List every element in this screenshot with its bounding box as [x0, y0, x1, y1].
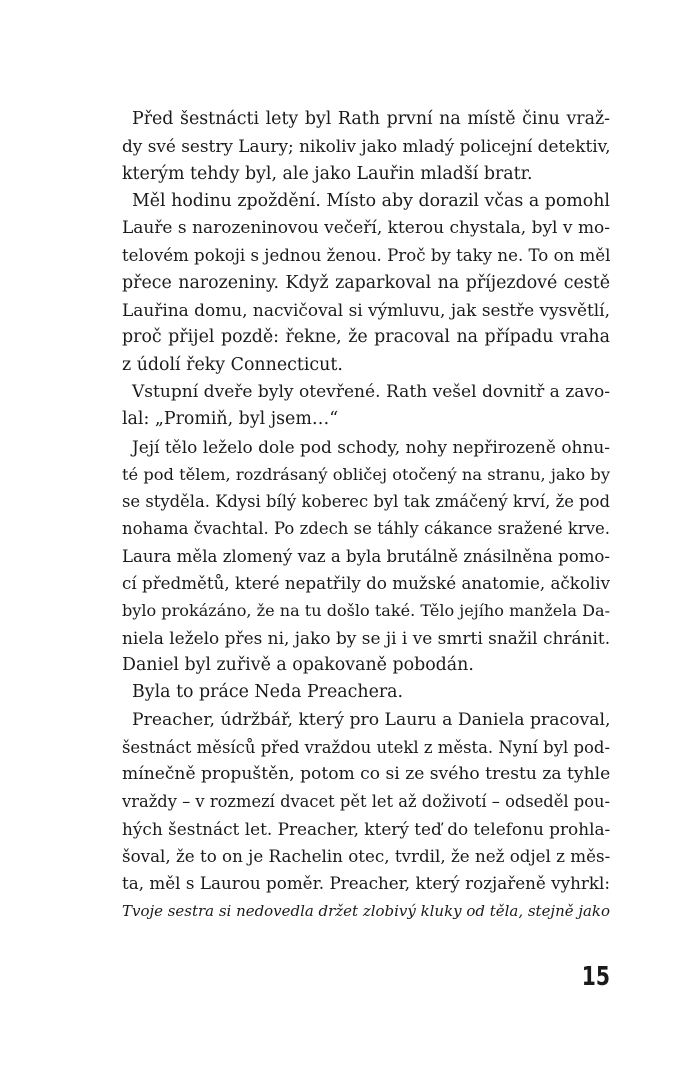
text-line: Měl hodinu zpoždění. Místo aby dorazil včas a pomohl	[132, 190, 610, 211]
text-line: Daniel byl zuřivě a opakovaně pobodán.	[122, 654, 474, 675]
text-line: Před šestnácti lety byl Rath první na místě činu vraž-	[132, 109, 610, 129]
text-line: telovém pokoji s jednou ženou. Proč by taky ne. To on měl	[122, 246, 611, 266]
text-line: ta, měl s Laurou poměr. Preacher, který rozjařeně vyhrkl:	[122, 873, 610, 894]
text-line: bylo prokázáno, že na tu došlo také. Tělo jejího manžela Da-	[122, 601, 610, 621]
text-line: cí předmětů, které nepatřily do mužské anatomie, ačkoliv	[122, 574, 610, 594]
text-line: dy své sestry Laury; nikoliv jako mladý policejní detektiv,	[122, 136, 611, 157]
text-line: niela leželo přes ni, jako by se ji i ve smrti snažil chránit.	[122, 627, 611, 648]
text-line: Preacher, údržbář, který pro Lauru a Daniela pracoval,	[132, 709, 611, 730]
paragraph	[122, 707, 610, 925]
text-line: Lauřina domu, nacvičoval si výmluvu, jak sestře vysvětlí,	[122, 300, 610, 321]
text-line: Tvoje sestra si nedovedla držet zlobivý kluky od těla, stejně jako	[122, 901, 610, 920]
text-line: Byla to práce Neda Preachera.	[132, 682, 404, 703]
paragraph	[122, 434, 610, 680]
text-line: té pod tělem, rozdrásaný obličej otočený na stranu, jako by	[122, 464, 610, 484]
text-line: šoval, že to on je Rachelin otec, tvrdil, že než odjel z měs-	[122, 846, 611, 867]
text-line: nohama čvachtal. Po zdech se táhly cákance sražené krve.	[122, 519, 610, 539]
text-line: Její tělo leželo dole pod schody, nohy nepřirozeně ohnu-	[132, 436, 610, 457]
paragraph	[122, 379, 610, 434]
paragraph	[122, 106, 610, 188]
page-number: 15	[581, 962, 610, 992]
text-line: šestnáct měsíců před vraždou utekl z města. Nyní byl pod-	[122, 737, 610, 757]
text-line: Vstupní dveře byly otevřené. Rath vešel dovnitř a zavo-	[132, 381, 611, 402]
text-line: Laura měla zlomený vaz a byla brutálně znásilněna pomo-	[122, 546, 610, 566]
text-line: mínečně propuštěn, potom co si ze svého trestu za tyhle	[122, 764, 611, 785]
paragraph	[122, 188, 610, 379]
text-line: kterým tehdy byl, ale jako Lauřin mladší bratr.	[122, 163, 533, 184]
text-line: Lauře s narozeninovou večeří, kterou chystala, byl v mo-	[122, 218, 610, 239]
text-line: z údolí řeky Connecticut.	[122, 354, 343, 375]
text-line: hých šestnáct let. Preacher, který teď do telefonu prohla-	[122, 818, 611, 839]
body-text	[122, 106, 610, 925]
text-line: lal: „Promiň, byl jsem…“	[122, 409, 339, 430]
text-line: přece narozeniny. Když zaparkoval na příjezdové cestě	[122, 272, 610, 293]
text-line: vraždy – v rozmezí dvacet pět let až doživotí – odseděl pou-	[122, 792, 610, 812]
text-line: proč přijel pozdě: řekne, že pracoval na případu vraha	[122, 327, 610, 348]
paragraph	[122, 679, 610, 706]
text-line: se styděla. Kdysi bílý koberec byl tak zmáčený krví, že pod	[122, 492, 610, 512]
